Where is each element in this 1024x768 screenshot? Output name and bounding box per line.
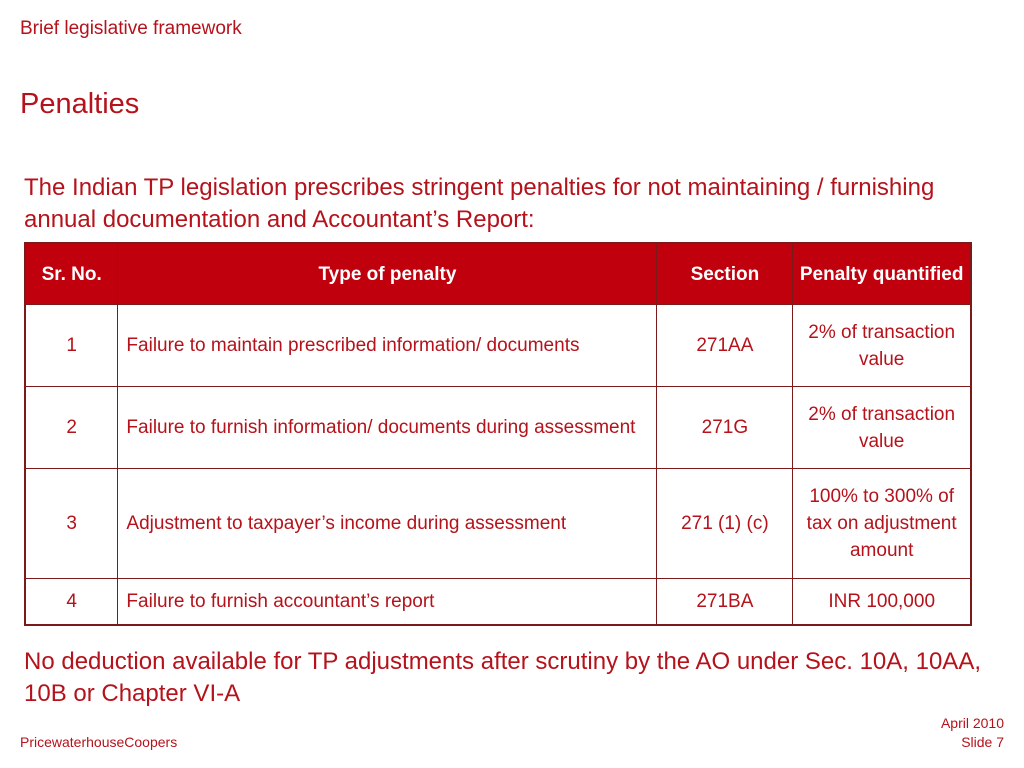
header-sr-no: Sr. No. xyxy=(25,243,118,305)
cell-section: 271 (1) (c) xyxy=(657,469,793,579)
penalty-table xyxy=(24,242,972,626)
table-row xyxy=(25,469,971,579)
company-name: PricewaterhouseCoopers xyxy=(20,734,178,750)
header-type-of-penalty: Type of penalty xyxy=(118,243,657,305)
cell-sr-no: 2 xyxy=(25,387,118,469)
table-row xyxy=(25,387,971,469)
cell-sr-no: 3 xyxy=(25,469,118,579)
cell-section: 271G xyxy=(657,387,793,469)
section-header: Brief legislative framework xyxy=(20,18,242,39)
cell-type: Failure to maintain prescribed information/ documents xyxy=(118,305,657,387)
header-section: Section xyxy=(657,243,793,305)
cell-sr-no: 1 xyxy=(25,305,118,387)
cell-type: Adjustment to taxpayer’s income during assessment xyxy=(118,469,657,579)
cell-section: 271BA xyxy=(657,579,793,625)
header-penalty-quantified: Penalty quantified xyxy=(793,243,971,305)
cell-section: 271AA xyxy=(657,305,793,387)
cell-penalty: 2% of transaction value xyxy=(793,305,971,387)
intro-text: The Indian TP legislation prescribes stringent penalties for not maintaining / furnishing annual documentation and Accountant’s Report: xyxy=(24,174,935,233)
cell-penalty: 100% to 300% of tax on adjustment amount xyxy=(793,469,971,579)
table-row xyxy=(25,305,971,387)
slide-title: Penalties xyxy=(20,88,140,120)
cell-sr-no: 4 xyxy=(25,579,118,625)
table-header-row xyxy=(25,243,971,305)
cell-penalty: 2% of transaction value xyxy=(793,387,971,469)
date-label: April 2010 xyxy=(940,715,1004,731)
cell-penalty: INR 100,000 xyxy=(793,579,971,625)
slide-number: Slide 7 xyxy=(961,734,1004,750)
slide-info xyxy=(941,714,1004,752)
footnote-text: No deduction available for TP adjustments after scrutiny by the AO under Sec. 10A, 10AA, 10B or Chapter VI-A xyxy=(24,648,981,707)
cell-type: Failure to furnish accountant’s report xyxy=(118,579,657,625)
table-row xyxy=(25,579,971,625)
cell-type: Failure to furnish information/ documents during assessment xyxy=(118,387,657,469)
